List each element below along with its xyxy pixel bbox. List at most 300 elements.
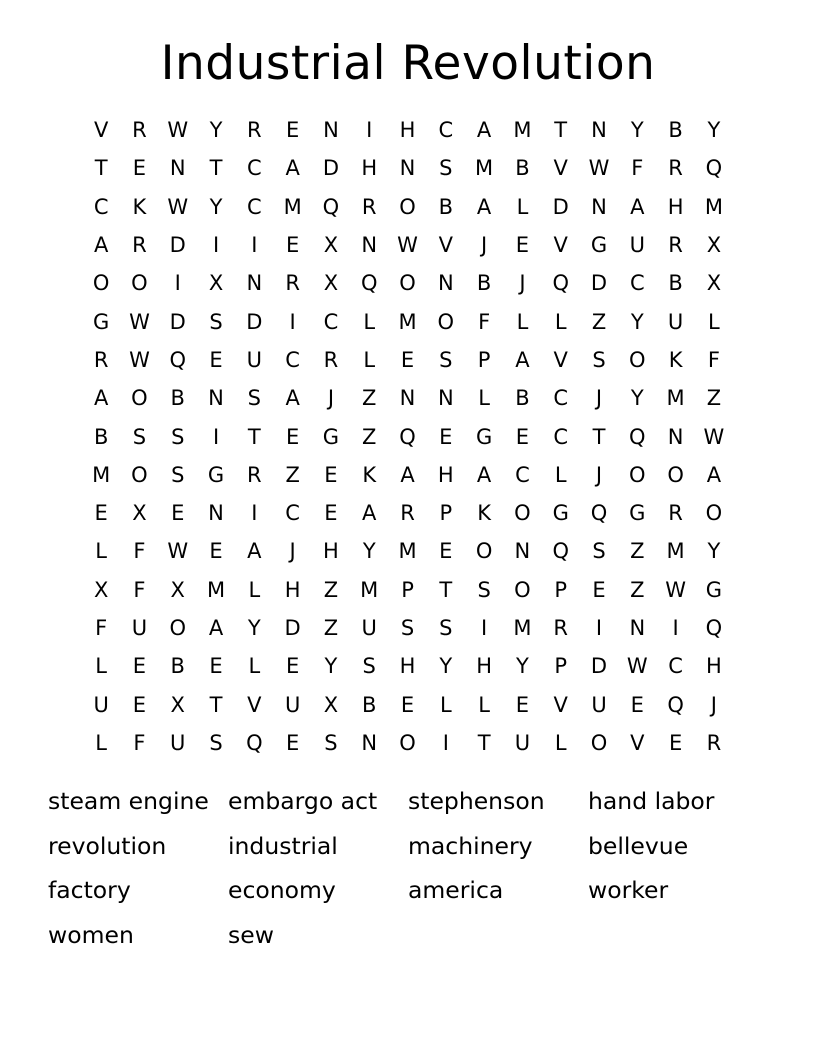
grid-letter[interactable]: C [323, 309, 339, 334]
grid-letter[interactable]: N [246, 271, 263, 296]
grid-letter[interactable]: Y [362, 539, 376, 564]
grid-letter[interactable]: U [629, 233, 645, 258]
grid-letter[interactable]: G [552, 501, 569, 526]
grid-letter[interactable]: Y [209, 118, 223, 143]
grid-letter[interactable]: X [323, 233, 339, 258]
grid-letter[interactable]: S [209, 309, 223, 334]
grid-letter[interactable]: A [476, 118, 492, 143]
grid-letter[interactable]: O [399, 194, 416, 219]
grid-letter[interactable]: A [285, 386, 300, 411]
grid-letter[interactable]: N [361, 233, 378, 258]
grid-letter[interactable]: R [668, 233, 683, 258]
grid-letter[interactable]: W [397, 233, 418, 258]
grid-letter[interactable]: W [129, 309, 150, 334]
grid-letter[interactable]: E [285, 424, 300, 449]
grid-letter[interactable]: I [481, 616, 488, 640]
grid-letter[interactable]: H [706, 654, 722, 679]
grid-letter[interactable]: B [170, 386, 185, 411]
grid-letter[interactable]: E [630, 692, 644, 717]
grid-letter[interactable]: N [437, 386, 454, 411]
grid-letter[interactable]: N [208, 386, 224, 411]
grid-letter[interactable]: M [513, 616, 532, 640]
grid-letter[interactable]: Y [324, 654, 338, 679]
grid-letter[interactable]: R [247, 462, 262, 487]
grid-letter[interactable]: P [477, 347, 491, 372]
grid-letter[interactable]: B [476, 271, 492, 296]
grid-letter[interactable]: A [247, 539, 262, 564]
grid-letter[interactable]: N [591, 194, 607, 219]
grid-letter[interactable]: M [92, 462, 111, 487]
grid-letter[interactable]: E [400, 692, 415, 717]
grid-letter[interactable]: N [169, 156, 186, 181]
grid-letter[interactable]: U [591, 692, 607, 717]
grid-letter[interactable]: F [478, 309, 491, 334]
grid-letter[interactable]: B [668, 271, 683, 296]
grid-letter[interactable]: A [93, 233, 109, 258]
grid-letter[interactable]: R [132, 118, 147, 143]
grid-letter[interactable]: H [399, 118, 416, 143]
grid-letter[interactable]: S [400, 616, 415, 640]
grid-letter[interactable]: T [592, 424, 606, 449]
grid-letter[interactable]: R [93, 347, 109, 372]
grid-letter[interactable]: O [131, 462, 148, 487]
grid-letter[interactable]: H [437, 462, 454, 487]
grid-letter[interactable]: Y [516, 654, 529, 679]
grid-letter[interactable]: F [133, 730, 146, 755]
grid-letter[interactable]: A [208, 616, 224, 640]
grid-letter[interactable]: I [212, 233, 220, 258]
grid-letter[interactable]: M [475, 156, 494, 181]
grid-letter[interactable]: M [398, 309, 417, 334]
grid-letter[interactable]: U [93, 692, 109, 717]
grid-letter[interactable]: W [703, 424, 725, 449]
grid-letter[interactable]: R [247, 118, 262, 143]
grid-letter[interactable]: Y [630, 309, 644, 334]
grid-letter[interactable]: D [590, 654, 608, 679]
grid-letter[interactable]: D [169, 233, 186, 258]
grid-letter[interactable]: U [514, 730, 531, 755]
grid-letter[interactable]: G [590, 233, 608, 258]
grid-letter[interactable]: R [361, 194, 377, 219]
grid-letter[interactable]: O [629, 462, 646, 487]
grid-letter[interactable]: L [95, 539, 107, 564]
grid-letter[interactable]: E [285, 118, 300, 143]
grid-letter[interactable]: O [131, 271, 148, 296]
grid-letter[interactable]: F [95, 616, 108, 640]
grid-letter[interactable]: N [437, 271, 454, 296]
grid-letter[interactable]: L [478, 386, 490, 411]
grid-letter[interactable]: I [212, 424, 220, 449]
grid-letter[interactable]: U [131, 616, 148, 640]
grid-letter[interactable]: Q [322, 194, 340, 219]
grid-letter[interactable]: O [131, 386, 148, 411]
grid-letter[interactable]: C [285, 347, 300, 372]
grid-letter[interactable]: W [626, 654, 648, 679]
word-bank-item: steam engine [48, 787, 209, 815]
grid-letter[interactable]: L [708, 309, 720, 334]
grid-letter[interactable]: T [439, 577, 453, 602]
grid-letter[interactable]: K [362, 462, 377, 487]
grid-letter[interactable]: E [439, 424, 453, 449]
grid-letter[interactable]: P [554, 577, 568, 602]
grid-letter[interactable]: T [554, 118, 568, 143]
grid-letter[interactable]: O [590, 730, 608, 755]
grid-letter[interactable]: E [285, 654, 300, 679]
grid-letter[interactable]: Z [323, 616, 339, 640]
grid-letter[interactable]: D [552, 194, 569, 219]
grid-letter[interactable]: R [668, 501, 683, 526]
grid-letter[interactable]: Q [552, 271, 569, 296]
grid-letter[interactable]: G [93, 309, 110, 334]
grid-letter[interactable]: M [666, 386, 685, 411]
grid-letter[interactable]: J [289, 539, 296, 564]
grid-letter[interactable]: E [94, 501, 108, 526]
grid-letter[interactable]: O [705, 501, 723, 526]
grid-letter[interactable]: V [630, 730, 645, 755]
grid-row [82, 685, 734, 723]
grid-letter[interactable]: P [439, 501, 453, 526]
grid-letter[interactable]: W [167, 194, 189, 219]
grid-letter[interactable]: E [439, 539, 453, 564]
grid-letter[interactable]: N [399, 156, 416, 181]
grid-letter[interactable]: S [171, 424, 185, 449]
grid-letter[interactable]: A [476, 462, 492, 487]
grid-letter[interactable]: I [366, 118, 373, 143]
grid-letter[interactable]: L [478, 692, 490, 717]
grid-letter[interactable]: C [668, 654, 683, 679]
grid-letter[interactable]: B [515, 156, 530, 181]
grid-letter[interactable]: J [519, 271, 526, 296]
grid-letter[interactable]: S [477, 577, 491, 602]
grid-letter[interactable]: O [399, 730, 416, 755]
grid-letter[interactable]: X [170, 577, 185, 602]
grid-letter[interactable]: C [438, 118, 454, 143]
grid-row [82, 609, 734, 647]
grid-letter[interactable]: G [629, 501, 646, 526]
grid-letter[interactable]: X [208, 271, 224, 296]
grid-letter[interactable]: X [170, 692, 185, 717]
grid-letter[interactable]: Z [362, 386, 377, 411]
grid-row [82, 302, 734, 340]
grid-letter[interactable]: R [668, 156, 683, 181]
grid-letter[interactable]: I [251, 233, 258, 258]
grid-letter[interactable]: M [206, 577, 226, 602]
grid-letter[interactable]: Z [706, 386, 722, 411]
grid-letter[interactable]: N [667, 424, 684, 449]
grid-letter[interactable]: S [439, 156, 453, 181]
grid-letter[interactable]: N [323, 118, 339, 143]
grid-letter[interactable]: F [133, 539, 146, 564]
grid-letter[interactable]: W [665, 577, 686, 602]
grid-letter[interactable]: Q [629, 424, 646, 449]
grid-letter[interactable]: C [247, 156, 262, 181]
grid-letter[interactable]: Z [285, 462, 300, 487]
grid-letter[interactable]: O [629, 347, 646, 372]
grid-letter[interactable]: L [95, 730, 107, 755]
grid-letter[interactable]: D [322, 156, 340, 181]
grid-letter[interactable]: R [323, 347, 339, 372]
grid-letter[interactable]: C [247, 194, 262, 219]
grid-letter[interactable]: E [592, 577, 606, 602]
grid-letter[interactable]: I [251, 501, 258, 526]
grid-letter[interactable]: C [515, 462, 530, 487]
grid-letter[interactable]: U [170, 730, 186, 755]
grid-letter[interactable]: Q [360, 271, 378, 296]
grid-letter[interactable]: S [362, 654, 376, 679]
grid-letter[interactable]: L [363, 309, 376, 334]
grid-letter[interactable]: I [289, 309, 296, 334]
grid-letter[interactable]: W [167, 539, 189, 564]
grid-letter[interactable]: O [399, 271, 416, 296]
letter-grid [82, 111, 734, 762]
grid-letter[interactable]: S [439, 616, 453, 640]
grid-letter[interactable]: Q [705, 156, 723, 181]
grid-letter[interactable]: V [553, 347, 568, 372]
grid-letter[interactable]: P [401, 577, 414, 602]
grid-letter[interactable]: Y [630, 118, 644, 143]
grid-letter[interactable]: E [209, 347, 223, 372]
grid-letter[interactable]: T [247, 424, 261, 449]
grid-letter[interactable]: N [591, 118, 607, 143]
grid-letter[interactable]: Z [630, 539, 645, 564]
grid-letter[interactable]: C [629, 271, 645, 296]
grid-letter[interactable]: A [285, 156, 300, 181]
grid-letter[interactable]: U [667, 309, 684, 334]
grid-letter[interactable]: H [284, 577, 301, 602]
grid-row [82, 264, 734, 302]
grid-letter[interactable]: Q [246, 730, 263, 755]
grid-letter[interactable]: I [595, 616, 603, 640]
grid-letter[interactable]: J [327, 386, 335, 411]
grid-letter[interactable]: S [324, 730, 338, 755]
grid-letter[interactable]: R [553, 616, 568, 640]
grid-letter[interactable]: S [592, 347, 606, 372]
grid-letter[interactable]: U [361, 616, 377, 640]
grid-letter[interactable]: H [399, 654, 416, 679]
grid-letter[interactable]: L [554, 730, 567, 755]
grid-letter[interactable]: N [208, 501, 224, 526]
grid-letter[interactable]: J [481, 233, 488, 258]
grid-row [82, 532, 734, 570]
grid-letter[interactable]: N [514, 539, 531, 564]
grid-letter[interactable]: T [94, 156, 108, 181]
grid-letter[interactable]: J [710, 692, 717, 717]
grid-letter[interactable]: A [706, 462, 722, 487]
grid-letter[interactable]: B [515, 386, 530, 411]
grid-letter[interactable]: E [171, 501, 185, 526]
grid-letter[interactable]: S [209, 730, 223, 755]
grid-letter[interactable]: O [92, 271, 110, 296]
grid-letter[interactable]: L [554, 462, 567, 487]
grid-letter[interactable]: H [361, 156, 378, 181]
grid-letter[interactable]: U [246, 347, 263, 372]
grid-letter[interactable]: X [323, 271, 339, 296]
grid-letter[interactable]: Q [667, 692, 684, 717]
grid-row [82, 379, 734, 417]
grid-letter[interactable]: B [362, 692, 377, 717]
grid-letter[interactable]: N [361, 730, 378, 755]
grid-letter[interactable]: E [132, 654, 147, 679]
grid-letter[interactable]: R [285, 271, 300, 296]
grid-letter[interactable]: B [438, 194, 454, 219]
grid-letter[interactable]: T [477, 730, 491, 755]
grid-letter[interactable]: E [668, 730, 683, 755]
grid-letter[interactable]: P [554, 654, 568, 679]
grid-letter[interactable]: Y [439, 654, 453, 679]
grid-letter[interactable]: E [515, 424, 530, 449]
grid-letter[interactable]: L [439, 692, 452, 717]
grid-letter[interactable]: O [475, 539, 493, 564]
grid-letter[interactable]: G [207, 462, 225, 487]
grid-letter[interactable]: Z [323, 577, 339, 602]
grid-letter[interactable]: K [668, 347, 683, 372]
grid-letter[interactable]: X [706, 233, 722, 258]
grid-letter[interactable]: V [438, 233, 453, 258]
grid-letter[interactable]: L [248, 654, 261, 679]
word-bank-item: worker [588, 876, 669, 905]
grid-letter[interactable]: M [398, 539, 417, 564]
grid-letter[interactable]: D [246, 309, 263, 334]
grid-letter[interactable]: O [514, 577, 531, 602]
grid-letter[interactable]: G [475, 424, 493, 449]
grid-letter[interactable]: X [132, 501, 147, 526]
grid-letter[interactable]: H [476, 654, 493, 679]
grid-letter[interactable]: L [95, 654, 107, 679]
grid-letter[interactable]: V [553, 692, 568, 717]
grid-letter[interactable]: H [667, 194, 684, 219]
grid-letter[interactable]: K [132, 194, 147, 219]
grid-letter[interactable]: E [400, 347, 415, 372]
grid-letter[interactable]: E [324, 462, 338, 487]
grid-letter[interactable]: X [323, 692, 339, 717]
grid-letter[interactable]: I [442, 730, 449, 755]
grid-letter[interactable]: F [707, 347, 720, 372]
grid-letter[interactable]: E [209, 539, 223, 564]
grid-letter[interactable]: E [515, 233, 530, 258]
grid-letter[interactable]: T [209, 156, 223, 181]
grid-letter[interactable]: D [169, 309, 186, 334]
grid-letter[interactable]: O [437, 309, 455, 334]
grid-letter[interactable]: Z [362, 424, 377, 449]
grid-letter[interactable]: A [400, 462, 415, 487]
grid-letter[interactable]: Y [707, 118, 721, 143]
grid-letter[interactable]: S [247, 386, 261, 411]
grid-letter[interactable]: E [324, 501, 338, 526]
grid-letter[interactable]: M [360, 577, 379, 602]
grid-letter[interactable]: U [284, 692, 301, 717]
grid-letter[interactable]: O [667, 462, 684, 487]
grid-letter[interactable]: A [630, 194, 645, 219]
grid-letter[interactable]: L [516, 309, 529, 334]
grid-letter[interactable]: D [284, 616, 301, 640]
grid-letter[interactable]: B [93, 424, 109, 449]
grid-letter[interactable]: L [554, 309, 567, 334]
grid-letter[interactable]: W [129, 347, 150, 372]
grid-letter[interactable]: Q [590, 501, 608, 526]
grid-letter[interactable]: R [706, 730, 722, 755]
grid-letter[interactable]: W [588, 156, 610, 181]
grid-letter[interactable]: B [668, 118, 683, 143]
grid-letter[interactable]: F [631, 156, 644, 181]
grid-letter[interactable]: C [285, 501, 300, 526]
grid-letter[interactable]: T [209, 692, 223, 717]
grid-letter[interactable]: G [705, 577, 723, 602]
grid-letter[interactable]: J [595, 462, 603, 487]
grid-letter[interactable]: R [132, 233, 147, 258]
grid-letter[interactable]: N [629, 616, 646, 640]
grid-letter[interactable]: D [590, 271, 608, 296]
grid-letter[interactable]: Z [630, 577, 645, 602]
grid-row [82, 456, 734, 494]
grid-letter[interactable]: L [363, 347, 376, 372]
grid-letter[interactable]: E [515, 692, 530, 717]
grid-letter[interactable]: F [133, 577, 146, 602]
grid-letter[interactable]: Q [705, 616, 723, 640]
grid-letter[interactable]: V [553, 233, 568, 258]
grid-letter[interactable]: S [439, 347, 453, 372]
grid-letter[interactable]: E [285, 233, 300, 258]
grid-letter[interactable]: Z [591, 309, 607, 334]
grid-letter[interactable]: O [514, 501, 531, 526]
grid-letter[interactable]: M [704, 194, 723, 219]
grid-letter[interactable]: A [476, 194, 492, 219]
grid-letter[interactable]: Y [707, 539, 721, 564]
grid-letter[interactable]: K [477, 501, 491, 526]
grid-letter[interactable]: V [247, 692, 262, 717]
grid-letter[interactable]: A [515, 347, 530, 372]
grid-letter[interactable]: M [513, 118, 532, 143]
grid-letter[interactable]: N [399, 386, 416, 411]
grid-letter[interactable]: S [171, 462, 185, 487]
grid-letter[interactable]: C [553, 424, 569, 449]
grid-letter[interactable]: V [553, 156, 568, 181]
grid-letter[interactable]: A [93, 386, 109, 411]
grid-letter[interactable]: Y [209, 194, 223, 219]
grid-letter[interactable]: E [209, 654, 223, 679]
grid-letter[interactable]: H [323, 539, 339, 564]
grid-letter[interactable]: W [167, 118, 189, 143]
grid-letter[interactable]: E [285, 730, 300, 755]
grid-letter[interactable]: E [132, 692, 147, 717]
grid-letter[interactable]: A [362, 501, 377, 526]
grid-letter[interactable]: E [132, 156, 147, 181]
grid-letter[interactable]: Y [630, 386, 644, 411]
grid-letter[interactable]: I [174, 271, 181, 296]
grid-letter[interactable]: X [93, 577, 109, 602]
grid-letter[interactable]: O [169, 616, 186, 640]
grid-letter[interactable]: X [706, 271, 722, 296]
grid-letter[interactable]: M [283, 194, 302, 219]
grid-letter[interactable]: S [132, 424, 147, 449]
grid-letter[interactable]: V [93, 118, 109, 143]
grid-letter[interactable]: Q [552, 539, 569, 564]
grid-letter[interactable]: J [595, 386, 603, 411]
grid-letter[interactable]: M [666, 539, 685, 564]
grid-letter[interactable]: C [93, 194, 109, 219]
grid-letter[interactable]: C [553, 386, 569, 411]
grid-letter[interactable]: I [672, 616, 679, 640]
grid-letter[interactable]: B [170, 654, 185, 679]
grid-letter[interactable]: Q [169, 347, 186, 372]
grid-letter[interactable]: Y [247, 616, 261, 640]
grid-letter[interactable]: R [400, 501, 415, 526]
word-bank-item: embargo act [228, 787, 378, 815]
grid-letter[interactable]: G [322, 424, 340, 449]
grid-letter[interactable]: L [516, 194, 529, 219]
grid-letter[interactable]: L [248, 577, 261, 602]
grid-letter[interactable]: S [592, 539, 606, 564]
grid-letter[interactable]: Q [399, 424, 416, 449]
